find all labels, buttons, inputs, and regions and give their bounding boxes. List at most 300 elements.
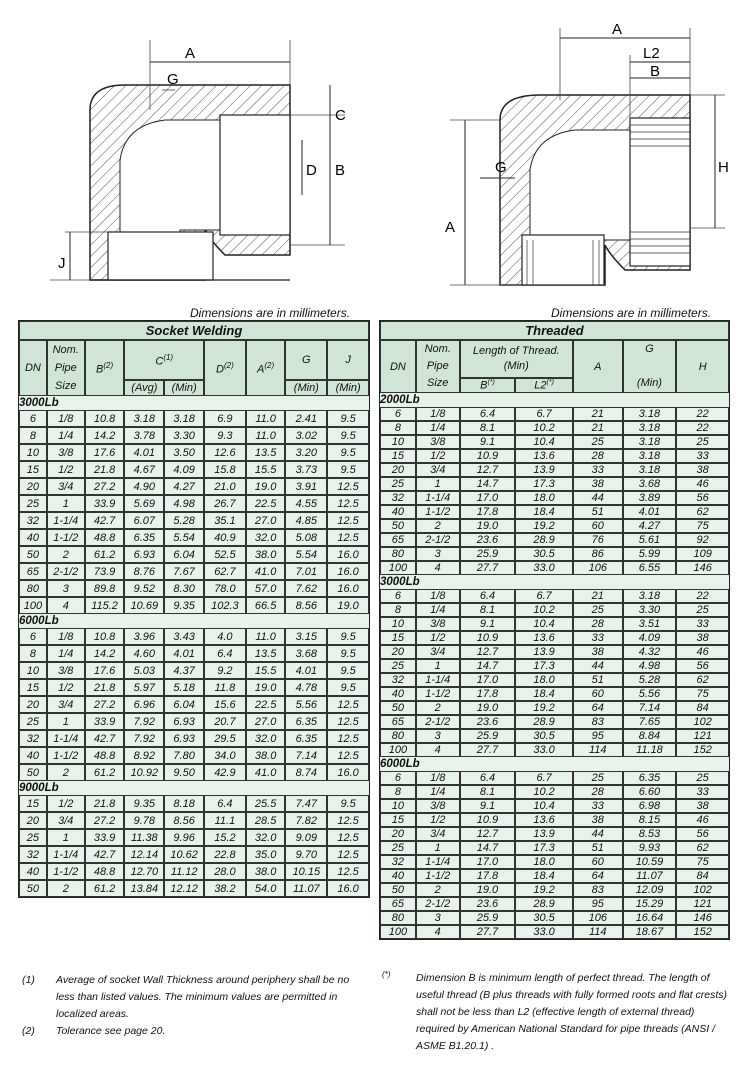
- table-cell: 6: [19, 628, 47, 645]
- table-cell: 38: [573, 813, 623, 827]
- table-row: [380, 519, 729, 533]
- table-row: [380, 799, 729, 813]
- table-cell: 13.6: [515, 631, 573, 645]
- table-cell: 18.0: [515, 673, 573, 687]
- table-cell: 42.7: [85, 846, 125, 863]
- table-cell: 7.01: [285, 563, 327, 580]
- table-cell: 5.28: [623, 673, 677, 687]
- dim-label-c: C: [335, 107, 346, 124]
- table-cell: 4.09: [623, 631, 677, 645]
- table-cell: 1-1/4: [416, 855, 460, 869]
- table-row: [19, 730, 369, 747]
- col-d: $D^{(2)}$: [204, 340, 246, 396]
- table-row: [19, 461, 369, 478]
- table-cell: 22: [676, 589, 729, 603]
- table-cell: 28.9: [515, 897, 573, 911]
- table-cell: 19.0: [460, 883, 516, 897]
- table-cell: 48.8: [85, 863, 125, 880]
- table-row: [19, 747, 369, 764]
- table-row: [19, 427, 369, 444]
- table-cell: 32: [380, 855, 416, 869]
- table-cell: 40: [380, 505, 416, 519]
- table-cell: 10.59: [623, 855, 677, 869]
- table-row: [380, 687, 729, 701]
- table-cell: 16.0: [327, 580, 369, 597]
- table-cell: 9.78: [124, 812, 164, 829]
- table-cell: 28: [573, 785, 623, 799]
- table-cell: 2: [416, 883, 460, 897]
- table-cell: 14.2: [85, 427, 125, 444]
- table-cell: 80: [380, 729, 416, 743]
- table-cell: 10.4: [515, 617, 573, 631]
- table-cell: 121: [676, 897, 729, 911]
- table-cell: 1: [47, 495, 85, 512]
- table-cell: 64: [573, 701, 623, 715]
- table-cell: 95: [573, 897, 623, 911]
- table-cell: 84: [676, 869, 729, 883]
- table-cell: 60: [573, 687, 623, 701]
- table-cell: 12.5: [327, 512, 369, 529]
- table-cell: 9.09: [285, 829, 327, 846]
- table-cell: 7.67: [164, 563, 204, 580]
- table-cell: 27.2: [85, 478, 125, 495]
- table-cell: 44: [573, 659, 623, 673]
- table-cell: 13.9: [515, 827, 573, 841]
- table-cell: 78.0: [204, 580, 246, 597]
- table-cell: 9.5: [327, 679, 369, 696]
- table-cell: 20: [19, 478, 47, 495]
- table-cell: 2-1/2: [416, 715, 460, 729]
- table-cell: 28: [573, 617, 623, 631]
- table-cell: 95: [573, 729, 623, 743]
- table-cell: 48.8: [85, 747, 125, 764]
- table-row: [380, 827, 729, 841]
- table-cell: 1/2: [416, 631, 460, 645]
- table-cell: 1-1/4: [416, 673, 460, 687]
- table-cell: 32.0: [246, 829, 286, 846]
- table-cell: 1/8: [416, 407, 460, 421]
- table-cell: 33: [676, 617, 729, 631]
- table-row: [19, 563, 369, 580]
- table-cell: 33.0: [515, 925, 573, 939]
- socket-welding-panel: [18, 320, 370, 898]
- table-cell: 15: [380, 449, 416, 463]
- table-cell: 6.93: [164, 713, 204, 730]
- table-cell: 11.8: [204, 679, 246, 696]
- table-cell: 61.2: [85, 880, 125, 897]
- threaded-elbow-diagram: [405, 0, 745, 300]
- table-cell: 56: [676, 491, 729, 505]
- table-cell: 65: [380, 897, 416, 911]
- table-cell: 4.90: [124, 478, 164, 495]
- table-cell: 27.2: [85, 696, 125, 713]
- col-j-min: (Min): [327, 380, 369, 396]
- table-cell: 1-1/2: [416, 687, 460, 701]
- table-cell: 8.1: [460, 603, 516, 617]
- table-cell: 1-1/2: [47, 863, 85, 880]
- table-cell: 106: [573, 561, 623, 575]
- socket-footnotes: [22, 972, 367, 1040]
- col-dn: DN: [19, 340, 47, 396]
- table-cell: 5.03: [124, 662, 164, 679]
- table-cell: 10.92: [124, 764, 164, 781]
- table-cell: 42.7: [85, 730, 125, 747]
- table-cell: 9.93: [623, 841, 677, 855]
- table-cell: 21.0: [204, 478, 246, 495]
- table-cell: 3.18: [164, 410, 204, 427]
- table-cell: 23.6: [460, 897, 516, 911]
- col-g: G (Min): [623, 340, 677, 393]
- col-c-min: (Min): [164, 380, 204, 396]
- col-a: $A^{(2)}$: [246, 340, 286, 396]
- table-row: [19, 597, 369, 614]
- table-cell: 19.0: [246, 679, 286, 696]
- table-cell: 10.4: [515, 435, 573, 449]
- table-cell: 6: [380, 407, 416, 421]
- table-cell: 25: [676, 771, 729, 785]
- table-cell: 12.5: [327, 829, 369, 846]
- table-cell: 102.3: [204, 597, 246, 614]
- table-cell: 25: [19, 829, 47, 846]
- table-cell: 60: [573, 519, 623, 533]
- table-cell: 5.99: [623, 547, 677, 561]
- table-cell: 25: [380, 477, 416, 491]
- table-cell: 8: [380, 785, 416, 799]
- table-cell: 33.9: [85, 495, 125, 512]
- table-cell: 27.0: [246, 512, 286, 529]
- socket-weld-elbow-diagram: [30, 0, 370, 300]
- table-cell: 8: [19, 427, 47, 444]
- table-cell: 25: [380, 659, 416, 673]
- table-cell: 9.5: [327, 662, 369, 679]
- table-cell: 33.9: [85, 829, 125, 846]
- table-row: [380, 897, 729, 911]
- table-row: [380, 701, 729, 715]
- table-cell: 27.0: [246, 713, 286, 730]
- table-cell: 15.5: [246, 662, 286, 679]
- table-cell: 1: [416, 659, 460, 673]
- table-row: [380, 435, 729, 449]
- table-cell: 15.6: [204, 696, 246, 713]
- table-cell: 28: [573, 449, 623, 463]
- table-cell: 12.5: [327, 495, 369, 512]
- table-cell: 1-1/4: [47, 512, 85, 529]
- table-cell: 11.1: [204, 812, 246, 829]
- table-cell: 100: [380, 561, 416, 575]
- table-cell: 9.50: [164, 764, 204, 781]
- table-cell: 2: [47, 546, 85, 563]
- table-cell: 15.8: [204, 461, 246, 478]
- table-cell: 10: [380, 617, 416, 631]
- socket-section-label: 9000Lb: [19, 781, 369, 795]
- table-cell: 25: [19, 713, 47, 730]
- table-cell: 75: [676, 855, 729, 869]
- table-cell: 6: [19, 410, 47, 427]
- table-cell: 3.43: [164, 628, 204, 645]
- table-cell: 83: [573, 883, 623, 897]
- table-cell: 10.9: [460, 813, 516, 827]
- dimension-note-left: Dimensions are in millimeters.: [190, 306, 351, 320]
- table-cell: 4: [47, 597, 85, 614]
- table-cell: 10: [19, 662, 47, 679]
- table-cell: 6.07: [124, 512, 164, 529]
- table-cell: 102: [676, 715, 729, 729]
- table-cell: 30.5: [515, 547, 573, 561]
- table-cell: 62: [676, 505, 729, 519]
- table-cell: 8.18: [164, 795, 204, 812]
- table-cell: 56: [676, 659, 729, 673]
- table-cell: 16.0: [327, 546, 369, 563]
- table-cell: 33: [573, 463, 623, 477]
- table-cell: 19.2: [515, 519, 573, 533]
- table-cell: 4: [416, 925, 460, 939]
- threaded-panel: [379, 320, 730, 940]
- threaded-section-label: 6000Lb: [380, 757, 729, 771]
- table-cell: 6.35: [285, 730, 327, 747]
- table-cell: 5.56: [285, 696, 327, 713]
- table-cell: 1-1/4: [416, 491, 460, 505]
- table-cell: 20: [380, 827, 416, 841]
- table-cell: 8.84: [623, 729, 677, 743]
- table-row: [380, 463, 729, 477]
- table-cell: 13.5: [246, 444, 286, 461]
- table-row: [380, 505, 729, 519]
- table-cell: 17.3: [515, 477, 573, 491]
- table-cell: 5.28: [164, 512, 204, 529]
- col-j: J: [327, 340, 369, 380]
- table-cell: 25.9: [460, 547, 516, 561]
- table-cell: 3/8: [416, 799, 460, 813]
- table-cell: 4.55: [285, 495, 327, 512]
- table-cell: 25: [573, 771, 623, 785]
- col-l2: L2(*): [515, 378, 573, 393]
- threaded-section-row: [380, 575, 729, 589]
- table-cell: 18.4: [515, 687, 573, 701]
- table-cell: 6.35: [124, 529, 164, 546]
- table-cell: 25.9: [460, 911, 516, 925]
- table-cell: 22.5: [246, 696, 286, 713]
- table-cell: 26.7: [204, 495, 246, 512]
- table-cell: 16.0: [327, 563, 369, 580]
- table-cell: 10.62: [164, 846, 204, 863]
- table-cell: 19.2: [515, 701, 573, 715]
- table-cell: 152: [676, 743, 729, 757]
- table-row: [380, 421, 729, 435]
- table-cell: 3.51: [623, 617, 677, 631]
- table-cell: 8.1: [460, 421, 516, 435]
- table-row: [380, 533, 729, 547]
- table-cell: 2: [416, 519, 460, 533]
- table-cell: 121: [676, 729, 729, 743]
- table-cell: 3.18: [623, 435, 677, 449]
- table-cell: 3/8: [47, 662, 85, 679]
- table-cell: 3.68: [623, 477, 677, 491]
- table-cell: 50: [19, 880, 47, 897]
- table-cell: 22.8: [204, 846, 246, 863]
- table-row: [380, 785, 729, 799]
- table-cell: 8.1: [460, 785, 516, 799]
- table-cell: 40: [19, 747, 47, 764]
- table-cell: 6.04: [164, 696, 204, 713]
- table-cell: 9.96: [164, 829, 204, 846]
- table-cell: 9.5: [327, 795, 369, 812]
- table-cell: 1-1/4: [47, 846, 85, 863]
- table-cell: 15: [19, 679, 47, 696]
- table-cell: 5.08: [285, 529, 327, 546]
- table-row: [380, 813, 729, 827]
- table-cell: 1/4: [416, 421, 460, 435]
- table-cell: 1/4: [416, 603, 460, 617]
- table-cell: 38: [676, 799, 729, 813]
- table-cell: 15.5: [246, 461, 286, 478]
- table-cell: 3.18: [623, 407, 677, 421]
- table-cell: 17.8: [460, 687, 516, 701]
- table-cell: 3/8: [47, 444, 85, 461]
- table-cell: 32: [19, 512, 47, 529]
- table-cell: 11.0: [246, 427, 286, 444]
- table-cell: 3/4: [416, 463, 460, 477]
- table-cell: 17.8: [460, 505, 516, 519]
- table-cell: 32: [19, 846, 47, 863]
- table-cell: 44: [573, 491, 623, 505]
- table-cell: 38: [573, 477, 623, 491]
- table-row: [380, 645, 729, 659]
- table-cell: 11.07: [623, 869, 677, 883]
- table-cell: 25.9: [460, 729, 516, 743]
- table-cell: 19.0: [246, 478, 286, 495]
- socket-section-label: 6000Lb: [19, 614, 369, 628]
- table-row: [380, 925, 729, 939]
- table-cell: 4.78: [285, 679, 327, 696]
- table-cell: 1-1/2: [47, 529, 85, 546]
- table-cell: 1: [416, 477, 460, 491]
- table-row: [19, 628, 369, 645]
- table-cell: 10: [380, 435, 416, 449]
- table-cell: 1-1/2: [416, 505, 460, 519]
- table-cell: 3/4: [47, 478, 85, 495]
- table-cell: 50: [19, 546, 47, 563]
- threaded-section-row: [380, 393, 729, 407]
- table-cell: 14.7: [460, 477, 516, 491]
- table-cell: 7.92: [124, 730, 164, 747]
- table-cell: 4.98: [623, 659, 677, 673]
- table-cell: 25: [676, 603, 729, 617]
- table-cell: 21: [573, 407, 623, 421]
- table-cell: 12.5: [327, 846, 369, 863]
- table-cell: 73.9: [85, 563, 125, 580]
- table-cell: 114: [573, 743, 623, 757]
- table-cell: 8.53: [623, 827, 677, 841]
- table-cell: 38.0: [246, 747, 286, 764]
- table-cell: 3.18: [623, 589, 677, 603]
- table-cell: 51: [573, 673, 623, 687]
- table-cell: 6.4: [204, 645, 246, 662]
- table-cell: 3.68: [285, 645, 327, 662]
- table-cell: 3/8: [416, 435, 460, 449]
- table-row: [380, 477, 729, 491]
- table-cell: 33: [676, 449, 729, 463]
- table-cell: 6.96: [124, 696, 164, 713]
- table-cell: 10.9: [460, 631, 516, 645]
- table-cell: 12.7: [460, 463, 516, 477]
- table-cell: 33: [573, 631, 623, 645]
- table-cell: 1: [47, 829, 85, 846]
- table-cell: 3.50: [164, 444, 204, 461]
- table-cell: 21.8: [85, 461, 125, 478]
- col-g: G: [285, 340, 327, 380]
- table-cell: 10.15: [285, 863, 327, 880]
- table-cell: 20: [380, 463, 416, 477]
- table-cell: 3.30: [164, 427, 204, 444]
- table-cell: 13.84: [124, 880, 164, 897]
- table-cell: 1/2: [47, 679, 85, 696]
- table-cell: 15: [19, 795, 47, 812]
- table-row: [19, 580, 369, 597]
- table-cell: 5.97: [124, 679, 164, 696]
- table-cell: 7.14: [285, 747, 327, 764]
- table-cell: 6.7: [515, 771, 573, 785]
- socket-welding-title: Socket Welding: [19, 321, 369, 340]
- table-cell: 32.0: [246, 529, 286, 546]
- table-cell: 3: [47, 580, 85, 597]
- table-cell: 22.5: [246, 495, 286, 512]
- table-cell: 14.7: [460, 841, 516, 855]
- col-a: A: [573, 340, 623, 393]
- table-cell: 5.69: [124, 495, 164, 512]
- table-row: [380, 617, 729, 631]
- table-cell: 6.93: [124, 546, 164, 563]
- table-cell: 11.07: [285, 880, 327, 897]
- table-cell: 34.0: [204, 747, 246, 764]
- table-cell: 1/8: [47, 628, 85, 645]
- table-cell: 6.93: [164, 730, 204, 747]
- table-cell: 16.0: [327, 764, 369, 781]
- table-cell: 89.8: [85, 580, 125, 597]
- table-cell: 10.69: [124, 597, 164, 614]
- table-cell: 9.52: [124, 580, 164, 597]
- table-cell: 76: [573, 533, 623, 547]
- table-cell: 3/4: [416, 645, 460, 659]
- table-cell: 27.2: [85, 812, 125, 829]
- table-cell: 3: [416, 911, 460, 925]
- table-cell: 4.37: [164, 662, 204, 679]
- table-cell: 8.76: [124, 563, 164, 580]
- table-cell: 1: [416, 841, 460, 855]
- table-cell: 6.35: [285, 713, 327, 730]
- table-cell: 11.18: [623, 743, 677, 757]
- table-cell: 11.38: [124, 829, 164, 846]
- table-cell: 56: [676, 827, 729, 841]
- table-cell: 2.41: [285, 410, 327, 427]
- col-nom-pipe-size: Nom. Pipe Size: [47, 340, 85, 396]
- table-cell: 30.5: [515, 911, 573, 925]
- table-cell: 100: [380, 925, 416, 939]
- table-row: [19, 679, 369, 696]
- table-cell: 35.0: [246, 846, 286, 863]
- table-cell: 46: [676, 477, 729, 491]
- col-c-avg: (Avg): [124, 380, 164, 396]
- table-cell: 86: [573, 547, 623, 561]
- table-cell: 146: [676, 561, 729, 575]
- table-cell: 4.01: [164, 645, 204, 662]
- table-cell: 5.54: [285, 546, 327, 563]
- table-cell: 7.62: [285, 580, 327, 597]
- table-cell: 66.5: [246, 597, 286, 614]
- table-cell: 1/4: [47, 427, 85, 444]
- table-cell: 19.0: [460, 701, 516, 715]
- socket-section-row: [19, 614, 369, 628]
- table-cell: 3.89: [623, 491, 677, 505]
